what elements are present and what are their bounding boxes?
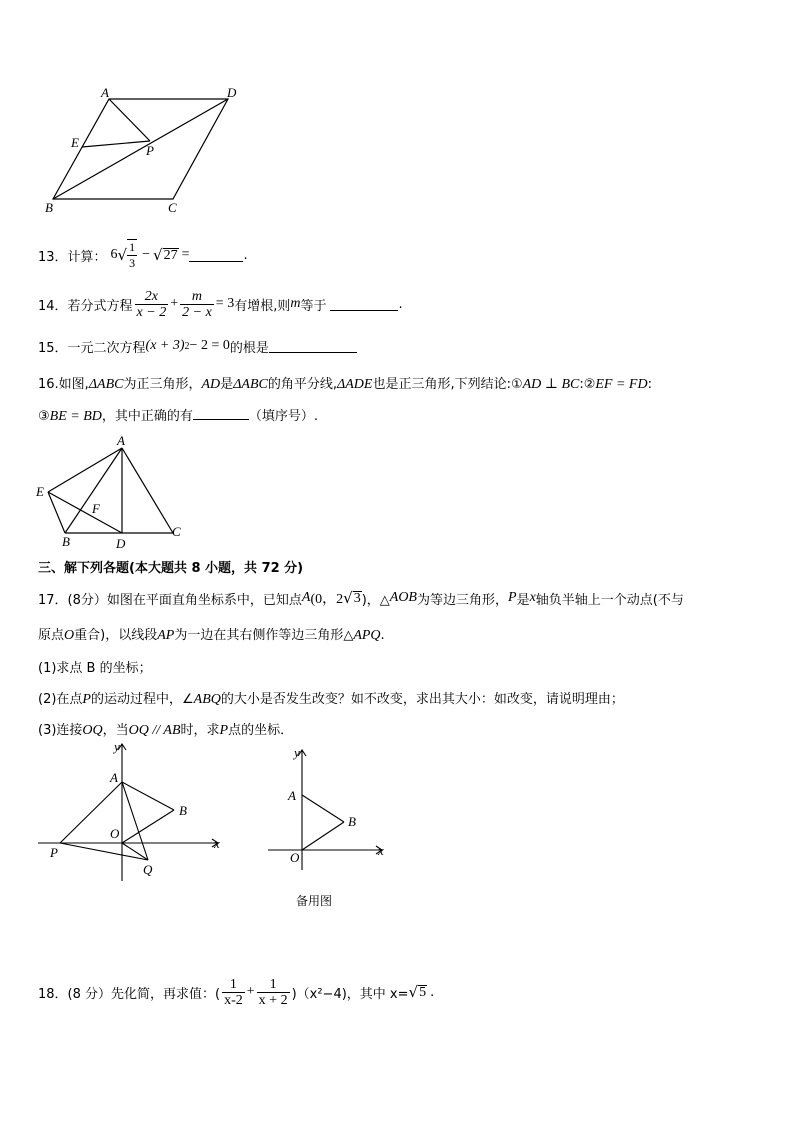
q14-answer-blank[interactable] [330, 298, 398, 311]
label-B: B [45, 200, 53, 215]
parallelogram-figure [40, 84, 250, 216]
question-16-line-2: ③BE = BD，其中正确的有 （填序号）. [38, 409, 319, 424]
question-17-line-1: 17．(8分）如图在平面直角坐标系中，已知点 A (0，2 √ 3 )，△ AOB 为等边三角形， P 是 x 轴负半轴上一个动点(不与 [38, 589, 684, 608]
label-A: A [117, 433, 125, 448]
q14-fraction-2: $\frac{m}{2 - x}$ [182, 288, 212, 320]
q13-radicand: 27 [163, 247, 178, 263]
q13-coef: 6 [110, 247, 118, 262]
label-P: P [50, 845, 58, 860]
question-17-sub-2: (2)在点P的运动过程中，∠ABQ的大小是否发生改变？如不改变，求出其大小：如改变，请说明理由； [38, 692, 624, 707]
label-O: O [110, 826, 120, 841]
question-16-line-1: 16.如图,ΔABC为正三角形，AD是ΔABC的角平分线,ΔADE也是正三角形,下列结论:①AD ⊥ BC:②EF = FD: [38, 377, 652, 392]
question-13: 13．计算： 6 √ $\frac{1}{3}$ − √ 27 = . [38, 240, 248, 270]
coordinate-figure-1 [34, 738, 230, 884]
label-B: B [62, 534, 70, 549]
question-17-sub-1: (1)求点 B 的坐标； [38, 661, 152, 676]
label-x: x [214, 836, 220, 851]
question-18: 18．(8 分）先化简，再求值：( $\frac{1}{x-2}$ + $\frac{1}{x + 2}$ )（x²−4)，其中 x= √ 5 . [38, 976, 435, 1008]
question-17-sub-3: (3)连接OQ，当OQ // AB时，求P点的坐标． [38, 723, 294, 738]
q15-answer-blank[interactable] [269, 340, 357, 353]
label-F: F [92, 501, 100, 516]
label-O: O [290, 850, 300, 865]
label-D: D [116, 536, 126, 550]
label-B: B [179, 803, 187, 818]
label-C: C [172, 524, 181, 539]
label-E: E [36, 484, 44, 499]
label-B: B [348, 814, 356, 829]
q15-prefix: 15．一元二次方程 [38, 340, 146, 356]
coordinate-figure-2 [264, 744, 394, 874]
label-P: P [146, 143, 154, 158]
label-Q: Q [143, 862, 153, 877]
question-15: 15．一元二次方程 (x + 3) 2 − 2 = 0 的根是 [38, 334, 357, 358]
q14-fraction-1: $\frac{2x}{x - 2}$ [136, 288, 167, 320]
triangle-figure [30, 432, 190, 550]
label-A: A [110, 770, 118, 785]
label-y: y [294, 745, 300, 760]
section-3-heading: 三、解下列各题(本大题共 8 小题，共 72 分) [38, 561, 304, 576]
question-17-line-2: 原点O重合)，以线段AP为一边在其右侧作等边三角形△APQ. [38, 628, 385, 643]
q18-fraction-2: $\frac{1}{x + 2}$ [258, 976, 288, 1008]
label-A: A [101, 85, 109, 100]
spare-figure-caption: 备用图 [296, 894, 333, 908]
label-E: E [71, 135, 79, 150]
q13-answer-blank[interactable] [189, 249, 243, 262]
q13-fraction: $\frac{1}{3}$ [129, 240, 136, 270]
label-y: y [114, 739, 120, 754]
label-D: D [227, 85, 237, 100]
label-x: x [378, 843, 384, 858]
q14-prefix: 14．若分式方程 [38, 298, 133, 314]
q16-answer-blank[interactable] [193, 407, 249, 420]
label-A: A [288, 788, 296, 803]
q13-prefix: 13．计算： [38, 249, 107, 265]
q18-fraction-1: $\frac{1}{x-2}$ [224, 976, 243, 1008]
label-C: C [168, 200, 177, 215]
question-14: 14．若分式方程 $\frac{2x}{x - 2}$ + $\frac{m}{2 - x}$ = 3 有增根,则 m 等于 . [38, 288, 403, 320]
